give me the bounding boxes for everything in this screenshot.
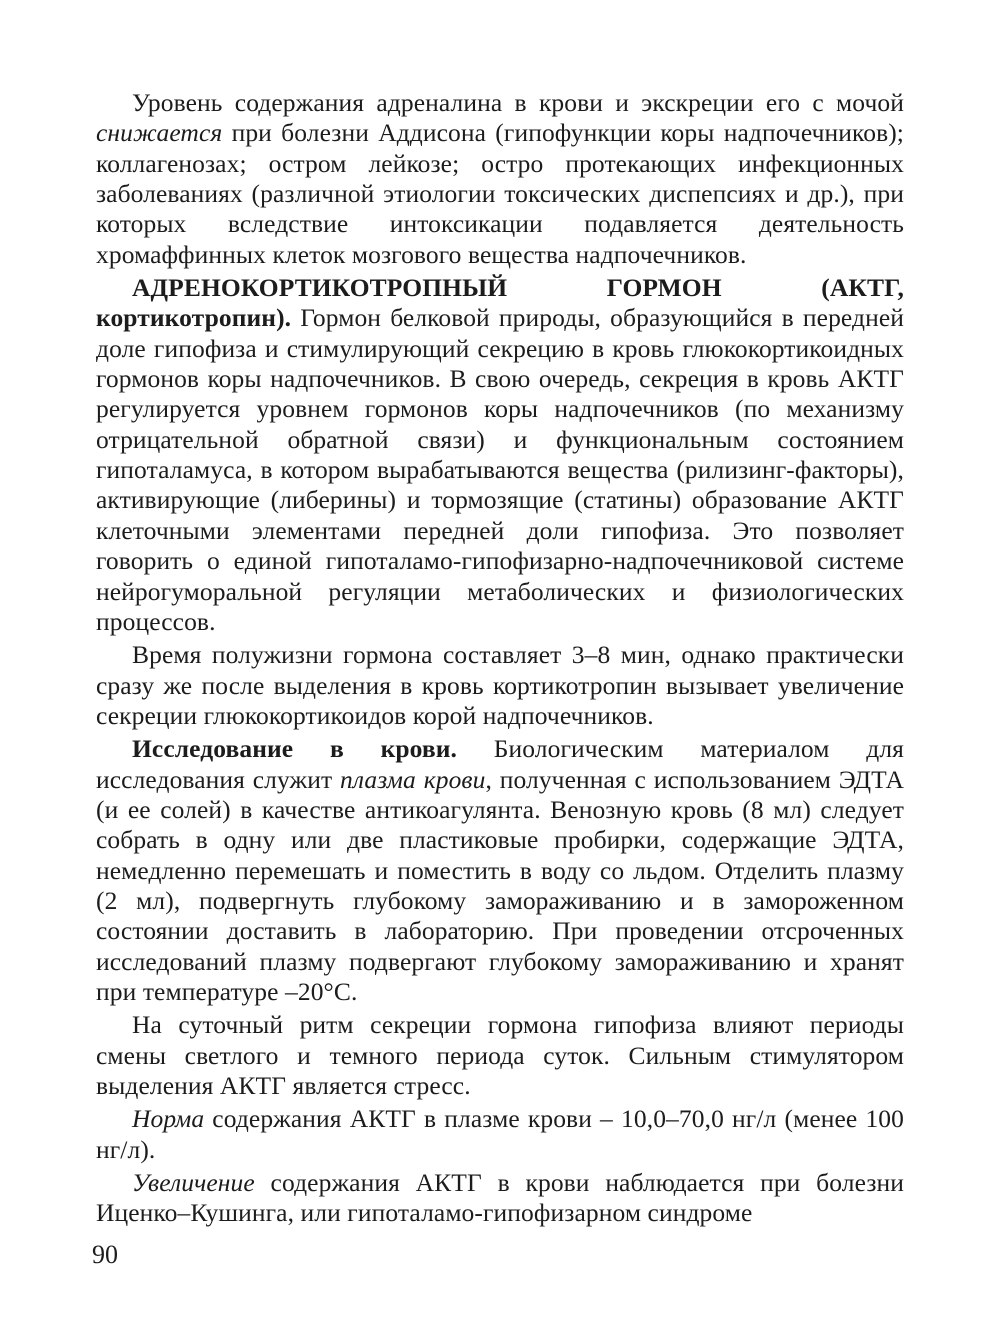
paragraph-acth-definition	[96, 273, 904, 637]
text-segment: Уровень содержания адреналина в крови и экскреции его с мочой	[132, 88, 904, 117]
italic-term: снижается	[96, 118, 223, 148]
paragraph-daily-rhythm	[96, 1010, 904, 1101]
text-segment: Гормон белковой природы, образующийся в передней доле гипофиза и стимулирующий секрецию в кровь глюкокортикоидных гормонов коры надпочечников. В свою очередь, секреция в кровь АКТГ регулируется уровнем гормонов коры надпочечников (по механизму отрицательной обратной связи) и функциональным состоянием гипоталамуса, в котором вырабатываются вещества (рилизинг-факторы), активирующие (либерины) и тормозящие (статины) образование АКТГ клеточными элементами передней доли гипофиза. Это позволяет говорить о единой гипоталамо-гипофизарно-надпочечниковой системе нейрогуморальной регуляции метаболических и физиологических процессов.	[96, 303, 904, 636]
text-segment: содержания АКТГ в плазме крови – 10,0–70,0 нг/л (менее 100 нг/л).	[96, 1104, 904, 1164]
page-number: 90	[92, 1240, 118, 1269]
italic-term: Увеличение	[132, 1168, 255, 1198]
paragraph-norm	[96, 1104, 904, 1165]
text-segment: Время полужизни гормона составляет 3–8 мин, однако практически сразу же после выделения в кровь кортикотропин вызывает увеличение секреции глюкокортикоидов корой надпочечников.	[96, 640, 904, 730]
text-segment: , полученная с использованием ЭДТА (и ее солей) в качестве антикоагулянта. Венозную кровь (8 мл) следует собрать в одну или две пластиковые пробирки, содержащие ЭДТА, немедленно перемешать и поместить в воду со льдом. Отделить плазму (2 мл), подвергнуть глубокому замораживанию и в замороженном состоянии доставить в лабораторию. При проведении отсроченных исследований плазму подвергают глубокому замораживанию и хранят при температуре –20°С.	[96, 764, 904, 1006]
text-segment: при болезни Аддисона (гипофункции коры надпочечников); коллагенозах; остром лейкозе; остро протекающих инфекционных заболеваниях (различной этиологии токсических диспепсиях и др.), при которых вследствие интоксикации подавляется деятельность хромаффинных клеток мозгового вещества надпочечников.	[96, 118, 904, 269]
paragraph-adrenaline-decrease	[96, 88, 904, 270]
section-heading: АДРЕНОКОРТИКОТРОПНЫЙ ГОРМОН (АКТГ, кортикотропин).	[96, 273, 904, 333]
text-segment: На суточный ритм секреции гормона гипофиза влияют периоды смены светлого и темного периода суток. Сильным стимулятором выделения АКТГ является стресс.	[96, 1010, 904, 1100]
text-segment: Биологическим материалом для исследования служит	[96, 734, 905, 794]
subsection-heading: Исследование в крови.	[132, 734, 458, 764]
paragraph-increase	[96, 1168, 904, 1229]
paragraph-half-life	[96, 640, 904, 731]
text-segment: содержания АКТГ в крови наблюдается при болезни Иценко–Кушинга, или гипоталамо-гипофизарном синдроме	[96, 1168, 904, 1228]
document-page	[96, 88, 904, 1229]
paragraph-blood-study	[96, 734, 904, 1007]
italic-term: Норма	[132, 1104, 205, 1134]
italic-term: плазма крови	[340, 764, 486, 794]
